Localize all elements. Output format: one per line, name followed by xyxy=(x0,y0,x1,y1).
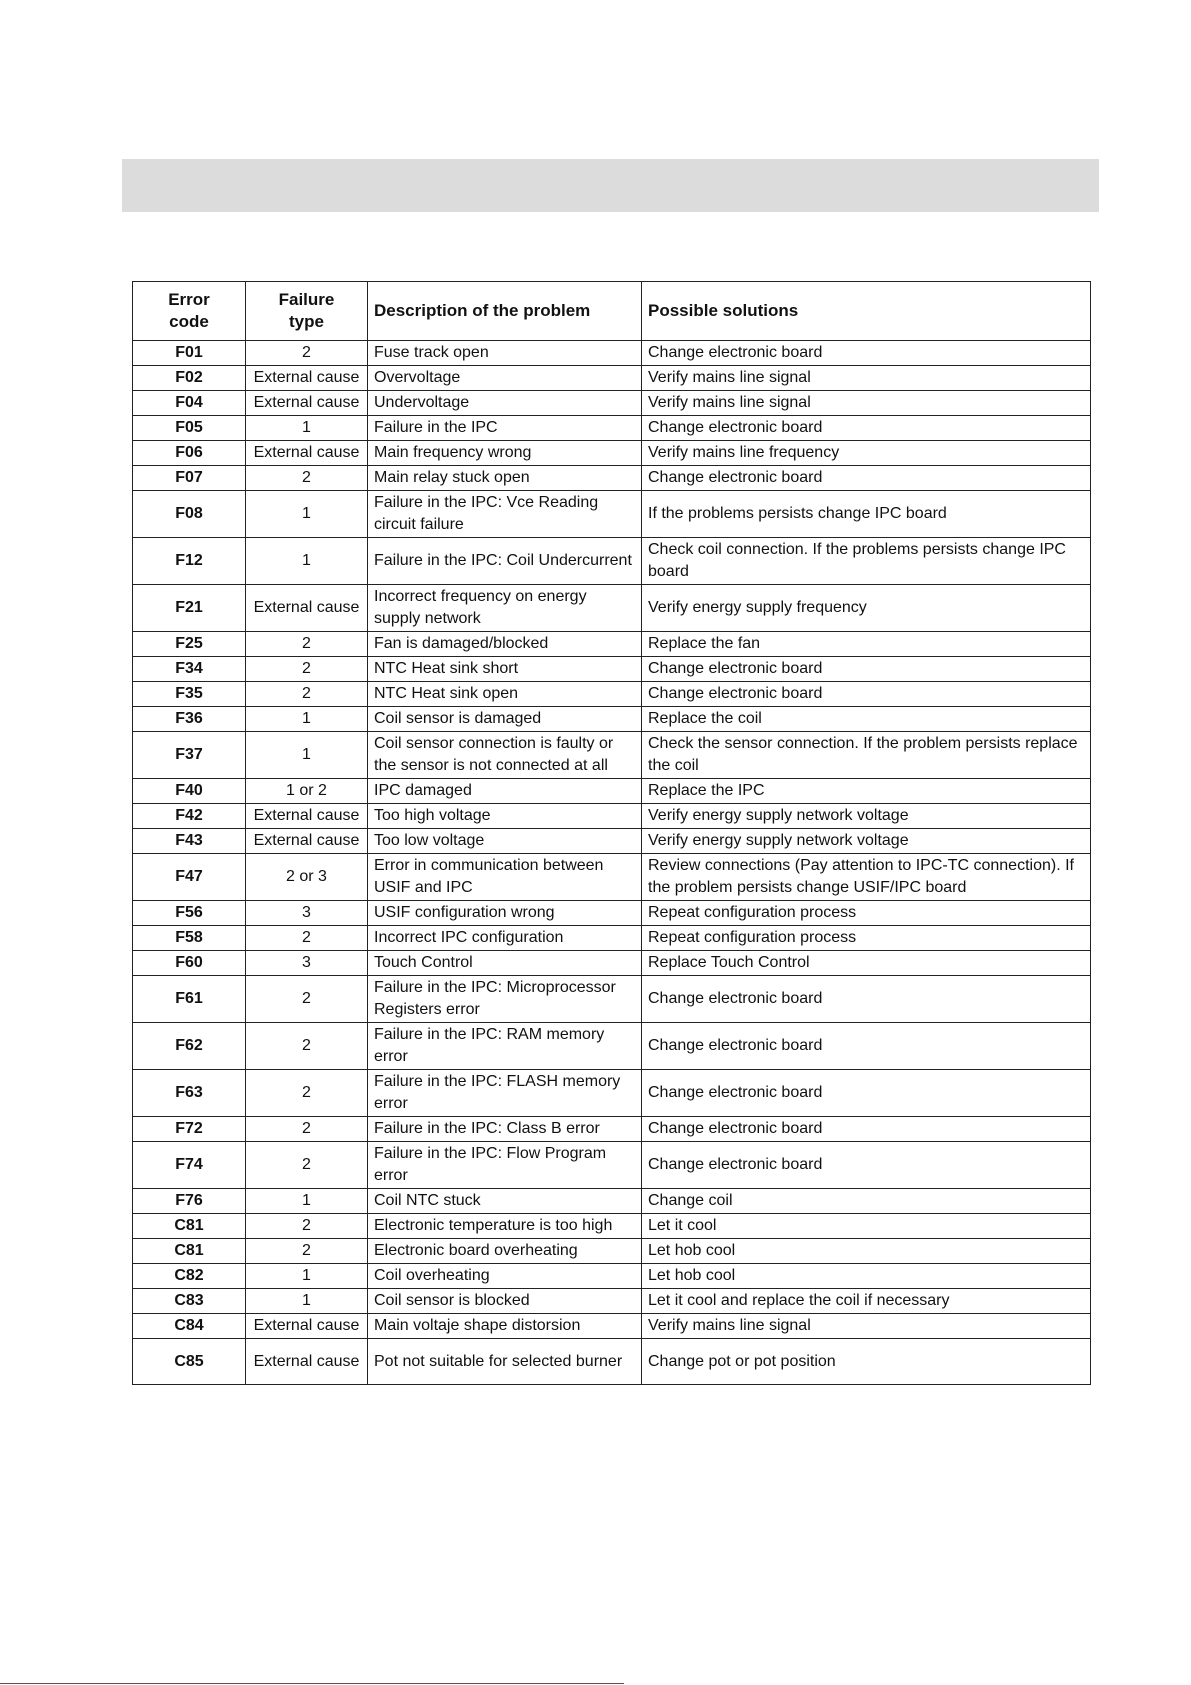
error-code-cell: F62 xyxy=(133,1023,246,1070)
failure-type-cell: External cause xyxy=(246,585,368,632)
solution-cell: Change electronic board xyxy=(642,1023,1091,1070)
failure-type-cell: 1 xyxy=(246,1264,368,1289)
table-row xyxy=(133,1189,1091,1214)
description-cell: Undervoltage xyxy=(368,391,642,416)
description-cell: Main voltaje shape distorsion xyxy=(368,1314,642,1339)
solution-cell: Verify mains line signal xyxy=(642,366,1091,391)
error-code-cell: F01 xyxy=(133,341,246,366)
failure-type-cell: 3 xyxy=(246,951,368,976)
table-header-row xyxy=(133,282,1091,341)
failure-type-cell: 2 xyxy=(246,657,368,682)
failure-type-cell: External cause xyxy=(246,829,368,854)
error-code-cell: F72 xyxy=(133,1117,246,1142)
header-description: Description of the problem xyxy=(368,282,642,341)
table-row xyxy=(133,466,1091,491)
solution-cell: Change electronic board xyxy=(642,466,1091,491)
error-code-cell: F25 xyxy=(133,632,246,657)
solution-cell: If the problems persists change IPC board xyxy=(642,491,1091,538)
description-cell: USIF configuration wrong xyxy=(368,901,642,926)
table-row xyxy=(133,1239,1091,1264)
failure-type-cell: 2 xyxy=(246,1239,368,1264)
failure-type-cell: 1 xyxy=(246,1289,368,1314)
solution-cell: Change electronic board xyxy=(642,1117,1091,1142)
description-cell: Fuse track open xyxy=(368,341,642,366)
description-cell: Coil NTC stuck xyxy=(368,1189,642,1214)
table-row xyxy=(133,391,1091,416)
table-row xyxy=(133,416,1091,441)
solution-cell: Let hob cool xyxy=(642,1239,1091,1264)
solution-cell: Replace the fan xyxy=(642,632,1091,657)
failure-type-cell: 2 or 3 xyxy=(246,854,368,901)
solution-cell: Review connections (Pay attention to IPC-TC connection). If the problem persists change USIF/IPC board xyxy=(642,854,1091,901)
description-cell: Failure in the IPC: Coil Undercurrent xyxy=(368,538,642,585)
description-cell: Error in communication between USIF and IPC xyxy=(368,854,642,901)
description-cell: NTC Heat sink open xyxy=(368,682,642,707)
solution-cell: Replace the IPC xyxy=(642,779,1091,804)
table-row xyxy=(133,976,1091,1023)
solution-cell: Replace Touch Control xyxy=(642,951,1091,976)
table-row xyxy=(133,1264,1091,1289)
description-cell: Failure in the IPC: FLASH memory error xyxy=(368,1070,642,1117)
table-body xyxy=(133,341,1091,1385)
solution-cell: Verify energy supply frequency xyxy=(642,585,1091,632)
failure-type-cell: 2 xyxy=(246,682,368,707)
solution-cell: Change coil xyxy=(642,1189,1091,1214)
failure-type-cell: 1 xyxy=(246,538,368,585)
failure-type-cell: 2 xyxy=(246,1023,368,1070)
error-code-cell: F42 xyxy=(133,804,246,829)
failure-type-cell: 1 xyxy=(246,491,368,538)
solution-cell: Check the sensor connection. If the problem persists replace the coil xyxy=(642,732,1091,779)
failure-type-cell: 2 xyxy=(246,1214,368,1239)
error-code-cell: F58 xyxy=(133,926,246,951)
table-row xyxy=(133,538,1091,585)
table-row xyxy=(133,951,1091,976)
error-code-cell: F40 xyxy=(133,779,246,804)
error-code-cell: C85 xyxy=(133,1339,246,1385)
table-row xyxy=(133,804,1091,829)
error-code-cell: F05 xyxy=(133,416,246,441)
description-cell: Failure in the IPC: Flow Program error xyxy=(368,1142,642,1189)
solution-cell: Change electronic board xyxy=(642,416,1091,441)
failure-type-cell: 2 xyxy=(246,466,368,491)
error-code-cell: F34 xyxy=(133,657,246,682)
error-code-cell: C81 xyxy=(133,1239,246,1264)
description-cell: Coil overheating xyxy=(368,1264,642,1289)
error-code-cell: F60 xyxy=(133,951,246,976)
failure-type-cell: 2 xyxy=(246,1117,368,1142)
failure-type-cell: 2 xyxy=(246,1070,368,1117)
failure-type-cell: 2 xyxy=(246,1142,368,1189)
solution-cell: Repeat configuration process xyxy=(642,901,1091,926)
description-cell: Too low voltage xyxy=(368,829,642,854)
failure-type-cell: 1 xyxy=(246,1189,368,1214)
solution-cell: Change electronic board xyxy=(642,976,1091,1023)
description-cell: Pot not suitable for selected burner xyxy=(368,1339,642,1385)
table-row xyxy=(133,632,1091,657)
error-code-cell: F47 xyxy=(133,854,246,901)
failure-type-cell: 3 xyxy=(246,901,368,926)
table-row xyxy=(133,1339,1091,1385)
solution-cell: Change electronic board xyxy=(642,1142,1091,1189)
error-code-table xyxy=(132,281,1091,1385)
description-cell: Touch Control xyxy=(368,951,642,976)
failure-type-cell: 2 xyxy=(246,976,368,1023)
error-code-cell: F56 xyxy=(133,901,246,926)
table-row xyxy=(133,1070,1091,1117)
solution-cell: Let it cool xyxy=(642,1214,1091,1239)
table-row xyxy=(133,1314,1091,1339)
description-cell: Overvoltage xyxy=(368,366,642,391)
header-solutions: Possible solutions xyxy=(642,282,1091,341)
table-row xyxy=(133,366,1091,391)
table-row xyxy=(133,1117,1091,1142)
description-cell: IPC damaged xyxy=(368,779,642,804)
description-cell: Failure in the IPC xyxy=(368,416,642,441)
table-row xyxy=(133,901,1091,926)
solution-cell: Change electronic board xyxy=(642,1070,1091,1117)
error-code-cell: C81 xyxy=(133,1214,246,1239)
error-code-cell: F74 xyxy=(133,1142,246,1189)
solution-cell: Verify mains line signal xyxy=(642,1314,1091,1339)
error-code-cell: F06 xyxy=(133,441,246,466)
description-cell: NTC Heat sink short xyxy=(368,657,642,682)
failure-type-cell: External cause xyxy=(246,366,368,391)
failure-type-cell: External cause xyxy=(246,804,368,829)
solution-cell: Verify mains line signal xyxy=(642,391,1091,416)
failure-type-cell: 2 xyxy=(246,926,368,951)
failure-type-cell: External cause xyxy=(246,441,368,466)
header-failure-type: Failure type xyxy=(246,282,368,341)
description-cell: Fan is damaged/blocked xyxy=(368,632,642,657)
failure-type-cell: 1 xyxy=(246,707,368,732)
failure-type-cell: External cause xyxy=(246,1314,368,1339)
solution-cell: Change electronic board xyxy=(642,657,1091,682)
failure-type-cell: 1 or 2 xyxy=(246,779,368,804)
error-code-cell: F08 xyxy=(133,491,246,538)
table-row xyxy=(133,585,1091,632)
description-cell: Electronic board overheating xyxy=(368,1239,642,1264)
error-code-cell: F37 xyxy=(133,732,246,779)
solution-cell: Repeat configuration process xyxy=(642,926,1091,951)
table-row xyxy=(133,682,1091,707)
description-cell: Failure in the IPC: RAM memory error xyxy=(368,1023,642,1070)
error-code-cell: F61 xyxy=(133,976,246,1023)
error-code-cell: F76 xyxy=(133,1189,246,1214)
description-cell: Coil sensor is blocked xyxy=(368,1289,642,1314)
footer-rule xyxy=(0,1683,624,1684)
error-code-cell: F21 xyxy=(133,585,246,632)
failure-type-cell: External cause xyxy=(246,1339,368,1385)
error-code-cell: F43 xyxy=(133,829,246,854)
solution-cell: Let hob cool xyxy=(642,1264,1091,1289)
table-row xyxy=(133,1142,1091,1189)
solution-cell: Check coil connection. If the problems persists change IPC board xyxy=(642,538,1091,585)
solution-cell: Change electronic board xyxy=(642,682,1091,707)
description-cell: Failure in the IPC: Microprocessor Registers error xyxy=(368,976,642,1023)
description-cell: Coil sensor connection is faulty or the sensor is not connected at all xyxy=(368,732,642,779)
table-row xyxy=(133,1023,1091,1070)
error-code-cell: C82 xyxy=(133,1264,246,1289)
solution-cell: Change pot or pot position xyxy=(642,1339,1091,1385)
error-code-cell: F04 xyxy=(133,391,246,416)
table-row xyxy=(133,854,1091,901)
description-cell: Incorrect frequency on energy supply network xyxy=(368,585,642,632)
table-row xyxy=(133,341,1091,366)
header-error-code: Error code xyxy=(133,282,246,341)
section-header-band xyxy=(122,159,1099,212)
description-cell: Failure in the IPC: Class B error xyxy=(368,1117,642,1142)
table-row xyxy=(133,707,1091,732)
description-cell: Electronic temperature is too high xyxy=(368,1214,642,1239)
table-row xyxy=(133,1214,1091,1239)
solution-cell: Let it cool and replace the coil if necessary xyxy=(642,1289,1091,1314)
solution-cell: Verify energy supply network voltage xyxy=(642,804,1091,829)
table-row xyxy=(133,732,1091,779)
error-code-cell: F12 xyxy=(133,538,246,585)
description-cell: Incorrect IPC configuration xyxy=(368,926,642,951)
failure-type-cell: 2 xyxy=(246,341,368,366)
failure-type-cell: External cause xyxy=(246,391,368,416)
failure-type-cell: 1 xyxy=(246,416,368,441)
error-code-cell: F35 xyxy=(133,682,246,707)
error-code-cell: F36 xyxy=(133,707,246,732)
table-row xyxy=(133,779,1091,804)
error-code-cell: F02 xyxy=(133,366,246,391)
table-row xyxy=(133,441,1091,466)
solution-cell: Verify energy supply network voltage xyxy=(642,829,1091,854)
failure-type-cell: 2 xyxy=(246,632,368,657)
description-cell: Coil sensor is damaged xyxy=(368,707,642,732)
error-code-cell: F63 xyxy=(133,1070,246,1117)
solution-cell: Verify mains line frequency xyxy=(642,441,1091,466)
table-row xyxy=(133,829,1091,854)
failure-type-cell: 1 xyxy=(246,732,368,779)
solution-cell: Replace the coil xyxy=(642,707,1091,732)
table-row xyxy=(133,491,1091,538)
description-cell: Main frequency wrong xyxy=(368,441,642,466)
description-cell: Failure in the IPC: Vce Reading circuit failure xyxy=(368,491,642,538)
table-row xyxy=(133,1289,1091,1314)
solution-cell: Change electronic board xyxy=(642,341,1091,366)
error-code-cell: F07 xyxy=(133,466,246,491)
description-cell: Main relay stuck open xyxy=(368,466,642,491)
table-row xyxy=(133,926,1091,951)
table-row xyxy=(133,657,1091,682)
description-cell: Too high voltage xyxy=(368,804,642,829)
error-code-cell: C83 xyxy=(133,1289,246,1314)
error-code-cell: C84 xyxy=(133,1314,246,1339)
